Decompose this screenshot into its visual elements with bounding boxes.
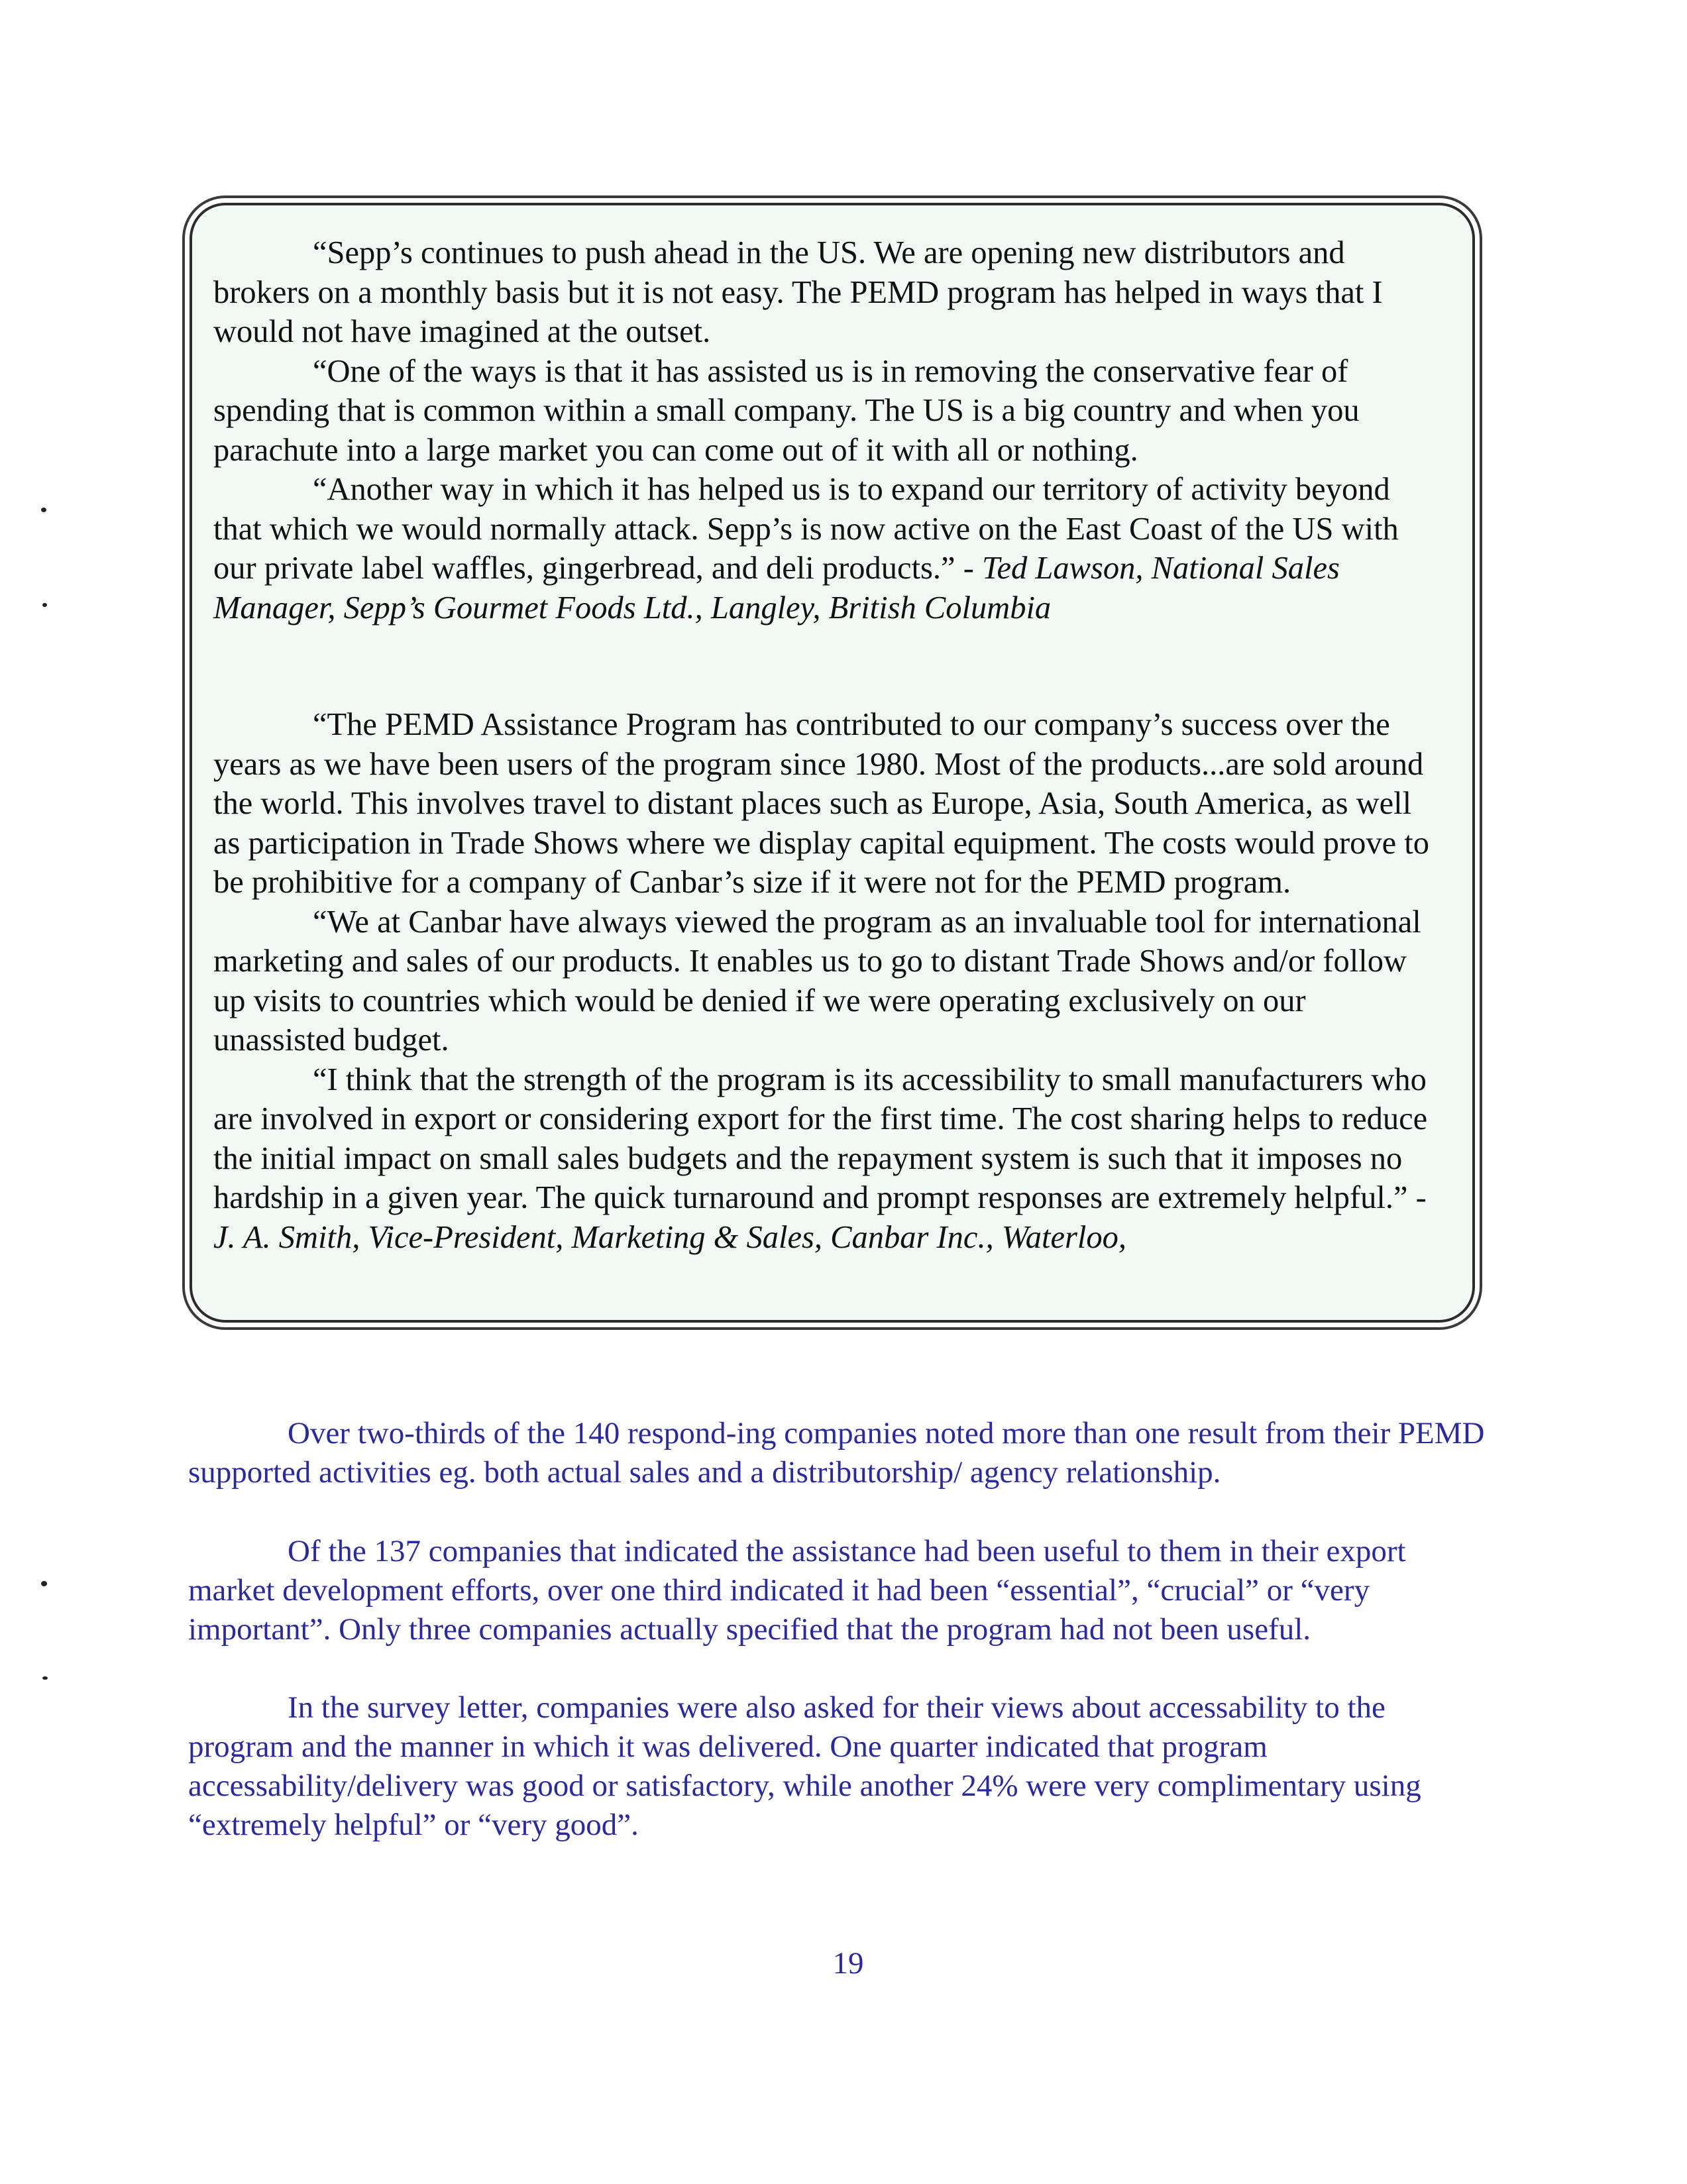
testimonial-canbar [213, 705, 1439, 1257]
body-paragraph: Over two-thirds of the 140 respond-ing companies noted more than one result from their PEMD supported activities eg. both actual sales and a distributorship/ agency relationship. [188, 1416, 1485, 1490]
body-paragraph: In the survey letter, companies were also asked for their views about accessability to the program and the manner in which it was delivered. One quarter indicated that program accessability/delivery was good or satisfactory, while another 24% were very complimentary using “extremely helpful” or “very good”. [188, 1690, 1421, 1842]
testimonial-sepps [213, 233, 1439, 628]
testimonial-paragraph: “The PEMD Assistance Program has contributed to our company’s success over the years as we have been users of the program since 1980. Most of the products...are sold around the world. This involves travel to distant places such as Europe, Asia, South America, as well as participation in Trade Shows where we display capital equipment. The costs would prove to be prohibitive for a company of Canbar’s size if it were not for the PEMD program. [213, 707, 1430, 900]
body-paragraph: Of the 137 companies that indicated the assistance had been useful to them in their export market development efforts, over one third indicated it had been “essential”, “crucial” or “very important”. Only three companies actually specified that the program had not been useful. [188, 1534, 1406, 1647]
testimonial-attribution: J. A. Smith, Vice-President, Marketing & Sales, Canbar Inc., Waterloo, [213, 1219, 1126, 1255]
scan-mark [42, 603, 47, 607]
scan-mark [41, 1581, 47, 1586]
scan-mark [42, 1676, 48, 1680]
testimonial-text: “Another way in which it has helped us is to expand our territory of activity beyond that which we would normally attack. Sepp’s is now active on the East Coast of the US with our private label waffles, gingerbread, and deli products.” - [213, 472, 1399, 586]
testimonial-paragraph [213, 1060, 1439, 1258]
testimonial-paragraph: “Sepp’s continues to push ahead in the US. We are opening new distributors and brokers on a monthly basis but it is not easy. The PEMD program has helped in ways that I would not have imagined at the outset. [213, 235, 1383, 349]
testimonial-box [190, 203, 1475, 1323]
testimonial-paragraph: “We at Canbar have always viewed the program as an invaluable tool for international marketing and sales of our products. It enables us to go to distant Trade Shows and/or follow up visits to countries which would be denied if we were operating exclusively on our unassisted budget. [213, 904, 1421, 1058]
testimonial-paragraph [213, 470, 1439, 628]
testimonial-attribution: Ted Lawson, National Sales Manager, Sepp’s Gourmet Foods Ltd., Langley, British Columbia [213, 551, 1340, 626]
testimonial-text: “I think that the strength of the program is its accessibility to small manufacturers who are involved in export or considering export for the first time. The cost sharing helps to reduce the initial impact on small sales budgets and the repayment system is such that it imposes no hardship in a given year. The quick turnaround and prompt responses are extremely helpful.” - [213, 1062, 1428, 1215]
page-number: 19 [832, 1946, 864, 1981]
testimonial-paragraph: “One of the ways is that it has assisted us is in removing the conservative fear of spending that is common within a small company. The US is a big country and when you parachute into a large market you can come out of it with all or nothing. [213, 353, 1360, 468]
scan-mark [41, 508, 46, 512]
